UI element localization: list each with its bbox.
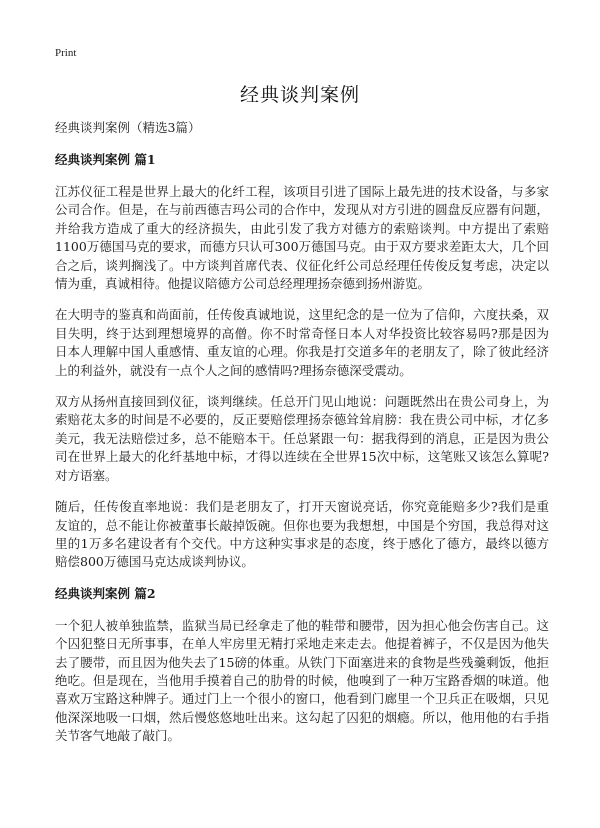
article-subtitle: 经典谈判案例（精选3篇）: [55, 120, 201, 135]
paragraph: 江苏仪征工程是世界上最大的化纤工程，该项目引进了国际上最先进的技术设备，与多家公司合作。但是，在与前西德吉玛公司的合作中，发现从对方引进的圆盘反应器有问题，并给我方造成了重大的经济损失，由此引发了我方对德方的索赔谈判。中方提出了索赔1100万德国马克的要求，而德方只认可300万德国马克。由于双方要求差距太大，几个回合之后，谈判搁浅了。中方谈判首席代表、仪征化纤公司总经理任传俊反复考虑，决定以情为重，真诚相待。他提议陪德方公司总经理理扬奈德到扬州游览。: [55, 184, 549, 292]
print-link[interactable]: Print: [55, 47, 77, 59]
section-heading: 经典谈判案例 篇1: [55, 152, 156, 167]
section-2: [55, 585, 549, 746]
article-body: [55, 119, 549, 759]
section-1: [55, 151, 549, 572]
paragraph: 随后，任传俊直率地说：我们是老朋友了，打开天窗说亮话，你究竟能赔多少?我们是重友谊的，总不能让你被董事长敲掉饭碗。但你也要为我想想，中国是个穷国，我总得对这里的1万多名建设者有个交代。中方这种实事求是的态度，终于感化了德方，最终以德方赔偿800万德国马克达成谈判协议。: [55, 499, 549, 570]
paragraph: 在大明寺的鉴真和尚面前，任传俊真诚地说，这里纪念的是一位为了信仰，六度扶桑，双目失明，终于达到理想境界的高僧。你不时常奇怪日本人对华投资比较容易吗?那是因为日本人理解中国人重感情、重友谊的心理。你我是打交道多年的老朋友了，除了彼此经济上的利益外，就没有一点个人之间的感情吗?理扬奈德深受震动。: [55, 307, 549, 378]
paragraph: 一个犯人被单独监禁，监狱当局已经拿走了他的鞋带和腰带，因为担心他会伤害自己。这个囚犯整日无所事事，在单人牢房里无精打采地走来走去。他提着裤子，不仅是因为他失去了腰带，而且因为他失去了15磅的体重。从铁门下面塞进来的食物是些残羹剩饭，他拒绝吃。但是现在，当他用手摸着自己的肋骨的时候，他嗅到了一种万宝路香烟的味道。他喜欢万宝路这种牌子。通过门上一个很小的窗口，他看到门廊里一个卫兵正在吸烟，只见他深深地吸一口烟，然后慢悠悠地吐出来。这勾起了囚犯的烟瘾。所以，他用他的右手指关节客气地敲了敲门。: [55, 617, 549, 744]
section-heading: 经典谈判案例 篇2: [55, 585, 156, 601]
page-title: 经典谈判案例: [239, 84, 360, 106]
paragraph: 双方从扬州直接回到仪征，谈判继续。任总开门见山地说：问题既然出在贵公司身上，为索赔花太多的时间是不必要的，反正要赔偿理扬奈德耸耸肩膀：我在贵公司中标，才亿多美元，我无法赔偿过多，总不能赔本干。任总紧跟一句：据我得到的消息，正是因为贵公司在世界上最大的化纤基地中标，才得以连续在全世界15次中标，这笔账又该怎么算呢?对方语塞。: [55, 394, 549, 483]
